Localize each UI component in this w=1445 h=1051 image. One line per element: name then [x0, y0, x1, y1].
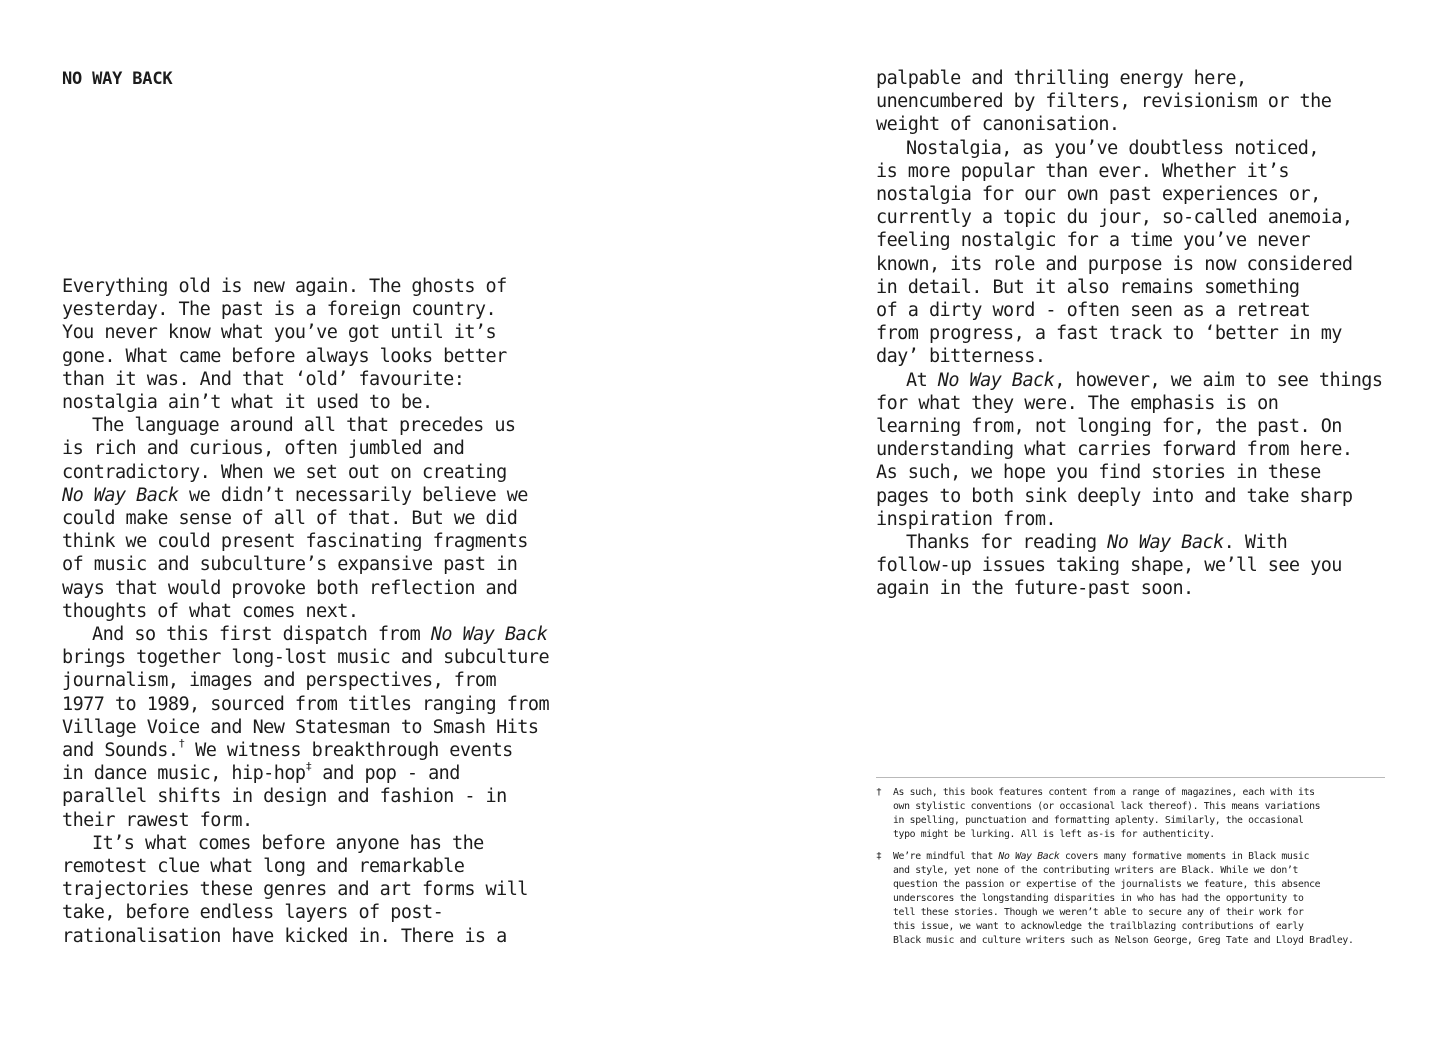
text-line: feeling nostalgic for a time you’ve never	[876, 230, 1311, 252]
paragraph-continued	[876, 67, 1416, 137]
paragraph-5	[876, 137, 1416, 369]
text-line: known, its role and purpose is now considered	[876, 253, 1353, 275]
text-line: contradictory. When we set out on creating	[62, 461, 507, 483]
footnote-double-dagger	[876, 850, 1385, 948]
text-line	[62, 623, 622, 646]
footnote-line: own stylistic conventions (or occasional lack thereof). This means variations	[893, 801, 1321, 812]
footnote-line: As such, this book features content from a range of magazines, each with its	[893, 787, 1315, 798]
text-fragment: At	[906, 369, 938, 391]
text-line: is more popular than ever. Whether it’s	[876, 160, 1289, 182]
text-line: 1977 to 1989, sourced from titles ranging from	[62, 693, 550, 715]
paragraph-7	[876, 531, 1416, 601]
text-line	[62, 484, 622, 507]
text-line: It’s what comes before anyone has the	[92, 832, 484, 854]
footnote-mark: ‡	[876, 851, 882, 862]
text-line: remotest clue what long and remarkable	[62, 856, 465, 878]
text-line: The language around all that precedes us	[92, 415, 516, 437]
publication-title: No Way Back	[430, 624, 548, 646]
footnote-line: typo might be lurking. All is left as-is for authenticity.	[893, 829, 1215, 840]
footnote-ref-dagger[interactable]: †	[178, 736, 185, 750]
footnote-line: underscores the longstanding disparities in who has had the opportunity to	[893, 893, 1304, 904]
text-line: palpable and thrilling energy here,	[876, 68, 1247, 89]
text-fragment: Thanks for reading	[906, 532, 1108, 554]
footnote-ref-double-dagger[interactable]: ‡	[305, 760, 312, 774]
text-fragment: covers many formative moments in Black music	[1059, 851, 1310, 862]
text-line: weight of canonisation.	[876, 114, 1120, 136]
footnote-line: in spelling, punctuation and formatting aplenty. Similarly, the occasional	[893, 815, 1304, 826]
text-line: learning from, not longing for, the past. On	[876, 416, 1342, 438]
text-line	[876, 531, 1416, 554]
text-line: is rich and curious, often jumbled and	[62, 438, 465, 460]
text-fragment: We’re mindful that	[893, 851, 999, 862]
paragraph-6	[876, 369, 1416, 531]
text-fragment: in dance music, hip-hop	[62, 763, 306, 785]
text-line	[876, 369, 1416, 392]
publication-title: No Way Back	[62, 484, 179, 506]
text-line: brings together long-lost music and subculture	[62, 647, 550, 669]
text-line: inspiration from.	[876, 508, 1056, 530]
text-line: journalism, images and perspectives, from	[62, 670, 497, 692]
text-line: currently a topic du jour, so-called anemoia,	[876, 207, 1353, 229]
footnotes	[876, 777, 1385, 956]
text-line: nostalgia for our own past experiences or,	[876, 184, 1321, 206]
text-fragment: , however, we aim to see things	[1054, 369, 1383, 391]
paragraph-1	[62, 275, 622, 414]
text-fragment: and pop - and	[311, 763, 460, 785]
footnote-line	[893, 850, 1385, 864]
text-line: in detail. But it also remains something	[876, 276, 1300, 298]
paragraph-4	[62, 832, 622, 948]
text-line: for what they were. The emphasis is on	[876, 392, 1279, 414]
text-line: think we could present fascinating fragments	[62, 531, 528, 553]
text-line	[62, 762, 622, 785]
footnote-line: tell these stories. Though we weren’t able to secure any of their work for	[893, 907, 1304, 918]
footnote-mark: †	[876, 787, 882, 798]
text-fragment: we didn’t necessarily believe we	[178, 484, 528, 506]
page-title: NO WAY BACK	[62, 69, 173, 89]
text-fragment: We witness breakthrough events	[184, 740, 513, 762]
publication-title: No Way Back	[1107, 532, 1224, 554]
publication-title: No Way Back	[937, 369, 1055, 391]
text-line: rationalisation have kicked in. There is a	[62, 925, 507, 947]
text-line: nostalgia ain’t what it used to be.	[62, 392, 433, 414]
text-line: Nostalgia, as you’ve doubtless noticed,	[906, 137, 1319, 159]
text-line: understanding what carries forward from here.	[876, 439, 1353, 461]
text-fragment: And so this first dispatch from	[92, 624, 431, 646]
text-line: follow-up issues taking shape, we’ll see you	[876, 555, 1342, 577]
text-fragment: . With	[1223, 532, 1288, 554]
text-line: could make sense of all of that. But we did	[62, 508, 518, 530]
text-line: thoughts of what comes next.	[62, 600, 359, 622]
footnote-line: and style, yet none of the contributing writers are Black. While we don’t	[893, 865, 1299, 876]
footnote-line: Black music and culture writers such as Nelson George, Greg Tate and Lloyd Bradley.	[893, 935, 1354, 946]
text-line: You never know what you’ve got until it’s	[62, 322, 497, 344]
text-line	[62, 736, 622, 762]
text-line: trajectories these genres and art forms will	[62, 879, 528, 901]
text-line: take, before endless layers of post-	[62, 902, 444, 924]
footnote-line: question the passion or expertise of the journalists we feature, this absence	[893, 879, 1321, 890]
text-line: Village Voice and New Statesman to Smash Hits	[62, 716, 539, 738]
text-line: day’ bitterness.	[876, 346, 1046, 368]
text-line: unencumbered by filters, revisionism or the	[876, 91, 1332, 113]
text-line: As such, we hope you find stories in these	[876, 462, 1321, 484]
text-line: parallel shifts in design and fashion - in	[62, 786, 507, 808]
text-line: yesterday. The past is a foreign country.	[62, 299, 497, 321]
text-fragment: and Sounds.	[62, 740, 179, 762]
text-line: than it was. And that ‘old’ favourite:	[62, 368, 465, 390]
text-line: pages to both sink deeply into and take sharp	[876, 485, 1353, 507]
footnote-dagger	[876, 786, 1385, 842]
footnote-line: this issue, we want to acknowledge the trailblazing contributions of early	[893, 921, 1304, 932]
publication-title: No Way Back	[998, 851, 1060, 862]
text-line: again in the future-past soon.	[876, 578, 1194, 600]
right-column	[876, 67, 1416, 601]
text-line: of music and subculture’s expansive past in	[62, 554, 518, 576]
text-line: of a dirty word - often seen as a retreat	[876, 300, 1311, 322]
text-line: from progress, a fast track to ‘better in my	[876, 323, 1342, 345]
paragraph-2	[62, 414, 622, 623]
text-line: Everything old is new again. The ghosts of	[62, 276, 507, 297]
paragraph-3	[62, 623, 622, 832]
text-line: gone. What came before always looks better	[62, 345, 507, 367]
text-line: their rawest form.	[62, 809, 253, 831]
text-line: ways that would provoke both reflection and	[62, 577, 518, 599]
left-column	[62, 275, 622, 948]
